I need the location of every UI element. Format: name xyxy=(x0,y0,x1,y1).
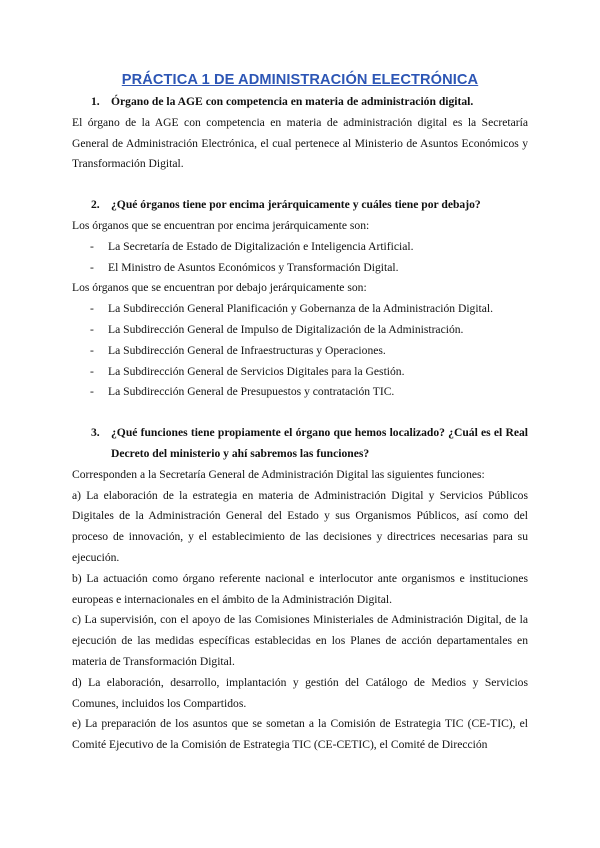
question-2-heading xyxy=(72,195,528,216)
question-number: 3. xyxy=(91,426,100,440)
below-intro: Los órganos que se encuentran por debajo jerárquicamente son: xyxy=(72,281,367,295)
bullet-dash: - xyxy=(90,322,94,336)
list-item: - El Ministro de Asuntos Económicos y Transformación Digital. xyxy=(72,258,528,279)
document-page xyxy=(72,70,528,756)
document-title: PRÁCTICA 1 DE ADMINISTRACIÓN ELECTRÓNICA xyxy=(121,72,479,88)
bullet-dash: - xyxy=(90,239,94,253)
function-paragraph: d) La elaboración, desarrollo, implantación y gestión del Catálogo de Medios y Servicios Comunes, incluidos los Compartidos. xyxy=(72,675,528,710)
list-item: - La Subdirección General de Presupuestos y contratación TIC. xyxy=(72,382,528,403)
question-text: Órgano de la AGE con competencia en materia de administración digital. xyxy=(111,95,474,108)
function-paragraph: e) La preparación de los asuntos que se sometan a la Comisión de Estrategia TIC (CE-TIC), el Comité Ejecutivo de la Comisión de Estrategia TIC (CE-CETIC), el Comité de Dirección xyxy=(72,717,528,752)
question-number: 2. xyxy=(91,198,100,212)
bullet-dash: - xyxy=(90,343,94,357)
question-text: ¿Qué órganos tiene por encima jerárquicamente y cuáles tiene por debajo? xyxy=(111,198,481,212)
question-number: 1. xyxy=(91,95,100,108)
list-item: - La Subdirección General de Servicios Digitales para la Gestión. xyxy=(72,362,528,383)
below-list xyxy=(72,299,528,403)
function-paragraph: b) La actuación como órgano referente nacional e interlocutor ante organismos e instituciones europeas e internacionales en el ámbito de la Administración Digital. xyxy=(72,571,528,606)
bullet-dash: - xyxy=(90,302,94,316)
function-paragraph: a) La elaboración de la estrategia en materia de Administración Digital y Servicios Públicos Digitales de la Administración General del Estado y sus Organismos Públicos, así como del proceso de innovación, y el establecimiento de las decisiones y directrices necesarias para su ejecución. xyxy=(72,488,528,564)
function-paragraph: c) La supervisión, con el apoyo de las Comisiones Ministeriales de Administración Digital, de la ejecución de las medidas específicas establecidas en los Planes de acción departamentales en materia de Transformación Digital. xyxy=(72,613,528,668)
bullet-dash: - xyxy=(90,385,94,399)
bullet-dash: - xyxy=(90,260,94,274)
question-text: ¿Qué funciones tiene propiamente el órgano que hemos localizado? ¿Cuál es el Real Decreto del ministerio y ahí sabremos las funciones? xyxy=(111,426,528,460)
bullet-dash: - xyxy=(90,364,94,378)
question-1-answer: El órgano de la AGE con competencia en materia de administración digital es la Secretaría General de Administración Electrónica, el cual pertenece al Ministerio de Asuntos Económicos y Transformación Digital. xyxy=(72,115,528,171)
list-item: - La Subdirección General de Infraestructuras y Operaciones. xyxy=(72,341,528,362)
question-1-heading xyxy=(72,92,528,113)
functions-intro: Corresponden a la Secretaría General de Administración Digital las siguientes funciones: xyxy=(72,467,485,481)
question-3-heading xyxy=(72,423,528,465)
list-item: - La Subdirección General de Impulso de Digitalización de la Administración. xyxy=(72,320,528,341)
above-list xyxy=(72,237,528,279)
list-item: - La Subdirección General Planificación y Gobernanza de la Administración Digital. xyxy=(72,299,528,320)
list-item: - La Secretaría de Estado de Digitalización e Inteligencia Artificial. xyxy=(72,237,528,258)
above-intro: Los órganos que se encuentran por encima jerárquicamente son: xyxy=(72,218,370,232)
